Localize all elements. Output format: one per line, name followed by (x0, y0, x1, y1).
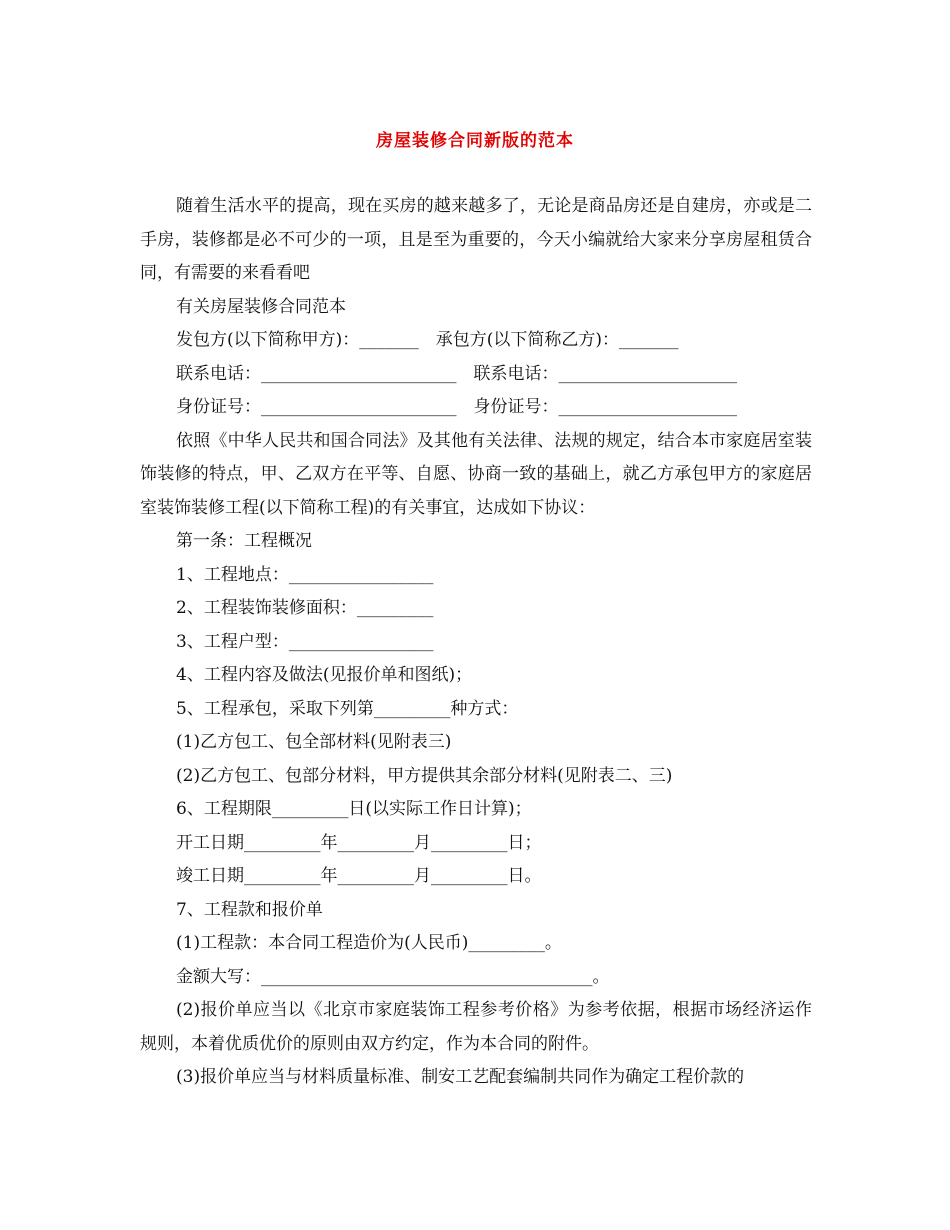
item-6: 6、工程期限_________日(以实际工作日计算)； (176, 799, 532, 819)
preamble-paragraph: 依照《中华人民共和国合同法》及其他有关法律、法规的规定，结合本市家庭居室装饰装修的特点，甲、乙双方在平等、自愿、协商一致的基础上，就乙方承包甲方的家庭居室装饰装修工程(以下简称工程)的有关事宜，达成如下协议： (140, 430, 812, 518)
item-4: 4、工程内容及做法(见报价单和图纸)； (176, 665, 473, 685)
item-3: 3、工程户型：_________________ (176, 631, 434, 652)
item-7-2: (2)报价单应当以《北京市家庭装饰工程参考价格》为参考依据，根据市场经济运作规则，本着优质优价的原则由双方约定，作为本合同的附件。 (140, 1000, 812, 1054)
item-5-option-2: (2)乙方包工、包部分材料，甲方提供其余部分材料(见附表二、三) (176, 765, 673, 786)
item-7: 7、工程款和报价单 (176, 899, 323, 920)
amount-line: 金额大写：_______________________________________。 (176, 966, 610, 987)
item-5: 5、工程承包，采取下列第_________种方式： (176, 698, 519, 719)
phone-line: 联系电话：_______________________ 联系电话：_____________________ (176, 363, 737, 384)
start-date-line: 开工日期_________年_________月_________日； (176, 832, 542, 853)
item-7-1: (1)工程款：本合同工程造价为(人民币)_________。 (176, 933, 562, 953)
end-date-line: 竣工日期_________年_________月_________日。 (176, 866, 542, 886)
item-5-option-1: (1)乙方包工、包全部材料(见附表三) (176, 732, 452, 752)
party-line: 发包方(以下简称甲方)：_______ 承包方(以下简称乙方)：_______ (176, 330, 679, 350)
item-7-3: (3)报价单应当与材料质量标准、制安工艺配套编制共同作为确定工程价款的 (176, 1067, 745, 1087)
id-line: 身份证号：_______________________ 身份证号：_____________________ (176, 397, 737, 417)
article-1-heading: 第一条：工程概况 (176, 531, 312, 551)
item-2: 2、工程装饰装修面积：_________ (176, 598, 434, 618)
document-title: 房屋装修合同新版的范本 (376, 131, 574, 151)
document-body (140, 190, 812, 1095)
contract-subtitle: 有关房屋装修合同范本 (176, 296, 346, 317)
intro-paragraph: 随着生活水平的提高，现在买房的越来越多了，无论是商品房还是自建房，亦或是二手房，装修都是必不可少的一项，且是至为重要的，今天小编就给大家来分享房屋租赁合同，有需要的来看看吧 (140, 196, 812, 283)
item-1: 1、工程地点：_________________ (176, 564, 434, 585)
